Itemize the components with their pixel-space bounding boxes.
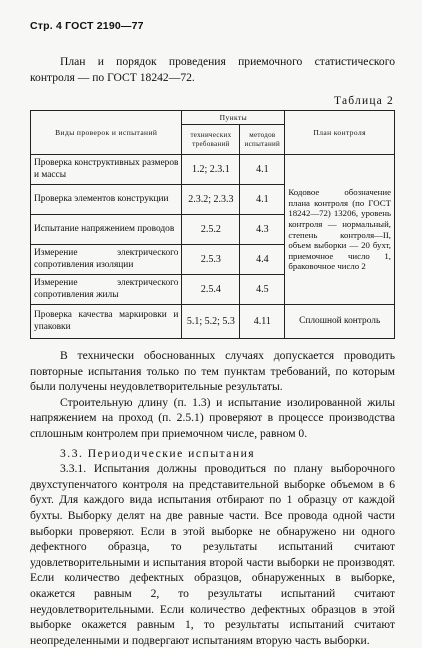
header-plan: План контроля xyxy=(285,111,395,155)
check-name: Измерение электрического сопротивления изоляции xyxy=(31,245,182,275)
check-name: Проверка конструктивных размеров и массы xyxy=(31,155,182,185)
check-name: Измерение электрического сопротивления жилы xyxy=(31,275,182,305)
req-value: 2.5.2 xyxy=(182,215,240,245)
method-value: 4.5 xyxy=(240,275,285,305)
req-value: 2.5.3 xyxy=(182,245,240,275)
control-plan-last: Сплошной контроль xyxy=(285,305,395,339)
table-row xyxy=(31,305,395,339)
method-value: 4.3 xyxy=(240,215,285,245)
paragraph-construction-length: Строительную длину (п. 1.3) и испытание изолированной жилы напряжением на проход (п. 2.5.1) проверяют в процессе производства сплошным контролем при приемочном числе, равном 0. xyxy=(30,395,395,440)
req-value: 1.2; 2.3.1 xyxy=(182,155,240,185)
control-table xyxy=(30,110,395,339)
header-checks: Виды проверок и испытаний xyxy=(31,111,182,155)
req-value: 2.5.4 xyxy=(182,275,240,305)
body-text xyxy=(30,348,395,648)
method-value: 4.11 xyxy=(240,305,285,339)
header-points: Пункты xyxy=(182,111,285,125)
page-header: Стр. 4 ГОСТ 2190—77 xyxy=(30,20,144,32)
check-name: Проверка элементов конструкции xyxy=(31,185,182,215)
check-name: Проверка качества маркировки и упаковки xyxy=(31,305,182,339)
method-value: 4.1 xyxy=(240,185,285,215)
check-name: Испытание напряжением проводов xyxy=(31,215,182,245)
method-value: 4.1 xyxy=(240,155,285,185)
section-paragraph: 3.3.1. Испытания должны проводиться по плану выборочного двухступенчатого контроля на представительной выборке объемом в 6 бухт. Для каждого вида испытания отбирают по 1 образцу от каждой бухты. Выборку делят на две равные части. Все провода одной части выборки проверяют. Если в этой выборке не обнаружено ни одного дефектного образца, то результаты испытаний считают удовлетворительными и испытания второй части выборки не производят. Если количество дефектных образцов, обнаруженных в выборке, окажется равным 2, то результаты испытаний считают неудовлетворительными. Если количество дефектных образцов в этой выборке окажется равным 1, то результаты испытаний считают неопределенными и подвергают испытаниям вторую часть выборки. xyxy=(30,462,395,647)
control-plan: Кодовое обозначение плана контроля (по ГОСТ 18242—72) 13206, уровень контроля — нормальный, степень контроля—II, объем выборки — 20 бухт, приемочное число 1, браковочное число 2 xyxy=(285,155,395,305)
section-heading: 3.3. Периодические испытания xyxy=(60,446,256,460)
table-caption: Таблица 2 xyxy=(334,95,394,107)
req-value: 2.3.2; 2.3.3 xyxy=(182,185,240,215)
req-value: 5.1; 5.2; 5.3 xyxy=(182,305,240,339)
intro-paragraph: План и порядок проведения приемочного статистического контроля — по ГОСТ 18242—72. xyxy=(30,55,395,84)
paragraph-repeat-tests: В технически обоснованных случаях допускается проводить повторные испытания только по тем пунктам требований, по которым были получены неудовлетворительные результаты. xyxy=(30,349,395,394)
table-row xyxy=(31,155,395,185)
header-methods: методов испытаний xyxy=(240,125,285,155)
header-requirements: технических требований xyxy=(182,125,240,155)
method-value: 4.4 xyxy=(240,245,285,275)
